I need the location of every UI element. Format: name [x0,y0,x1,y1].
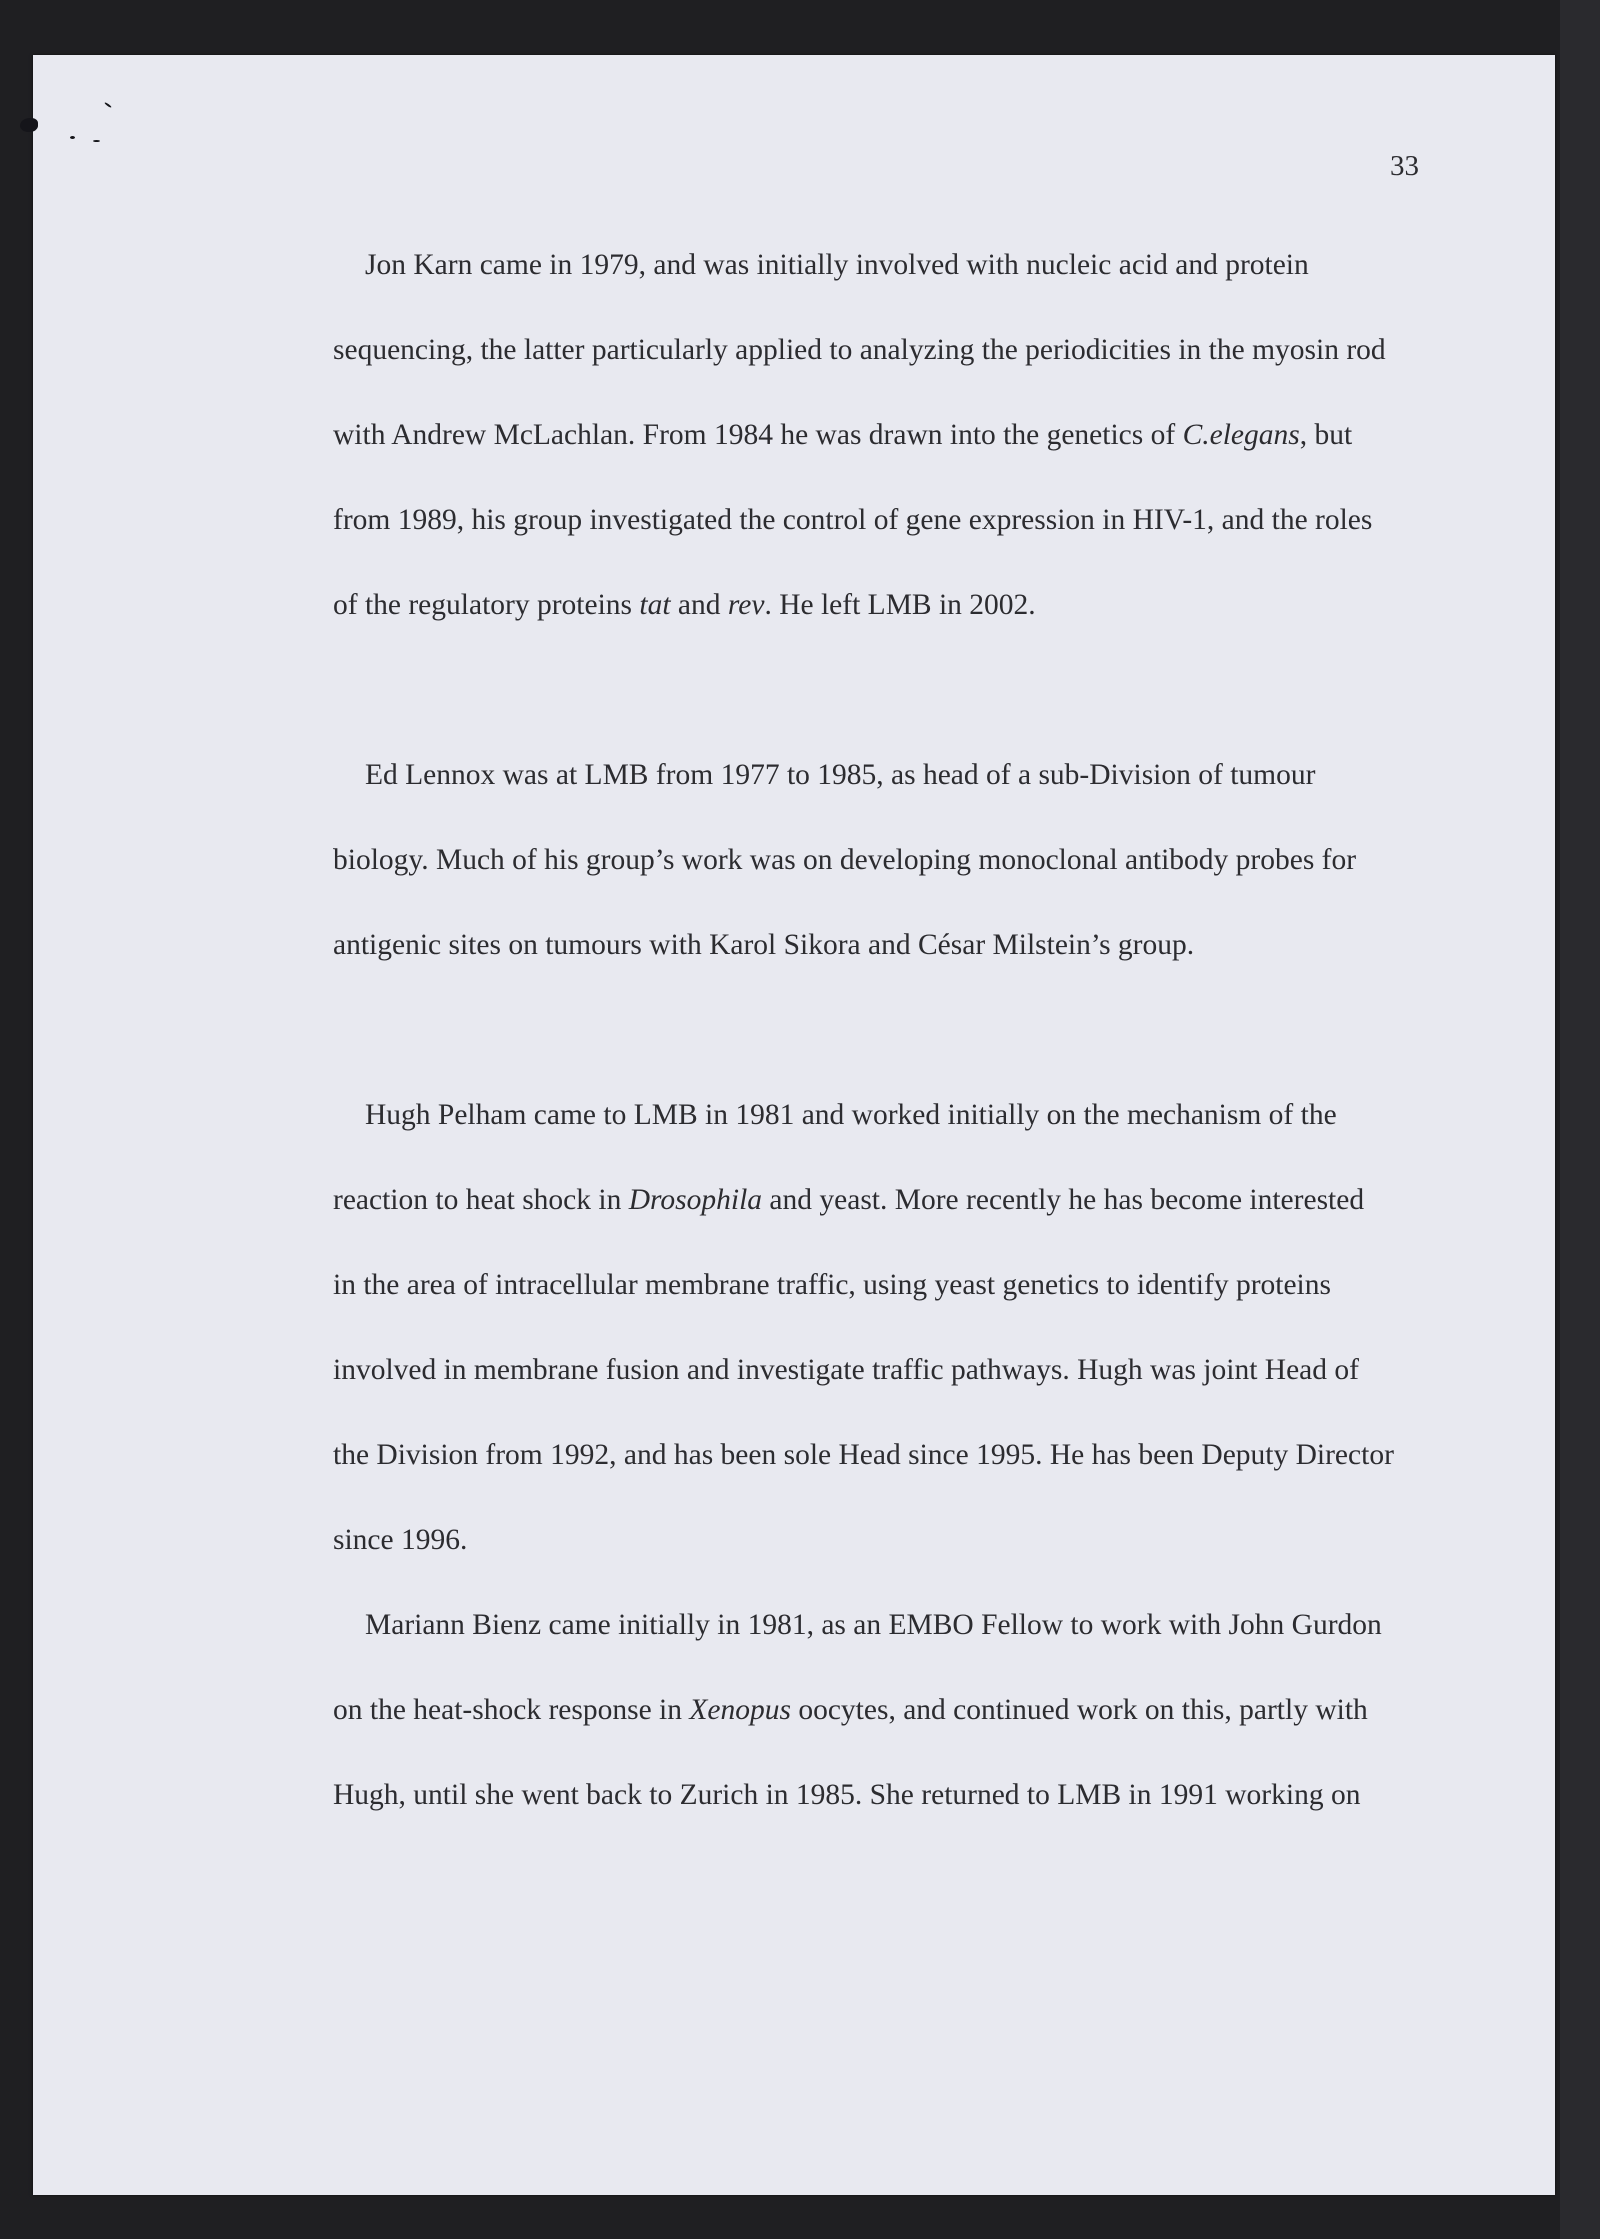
ink-speck [70,136,75,139]
body-text [333,235,1453,1850]
paragraph-line: Ed Lennox was at LMB from 1977 to 1985, as head of a sub-Division of tumour [365,759,1316,791]
paragraph-line: of the regulatory proteins tat and rev. He left LMB in 2002. [333,589,1036,621]
paragraph-line: the Division from 1992, and has been sole Head since 1995. He has been Deputy Director [333,1439,1394,1471]
paragraph-line: from 1989, his group investigated the control of gene expression in HIV-1, and the roles [333,504,1373,536]
paragraph-line: Hugh, until she went back to Zurich in 1985. She returned to LMB in 1991 working on [333,1779,1361,1811]
paragraph-line: antigenic sites on tumours with Karol Sikora and César Milstein’s group. [333,929,1195,961]
paragraph-line: sequencing, the latter particularly applied to analyzing the periodicities in the myosin rod [333,334,1386,366]
paragraph-line: involved in membrane fusion and investigate traffic pathways. Hugh was joint Head of [333,1354,1359,1386]
protein-name: rev [727,589,765,621]
page-number: 33 [1390,150,1419,182]
paragraph-line: Jon Karn came in 1979, and was initially involved with nucleic acid and protein [365,249,1309,281]
scan-backdrop [1560,0,1600,2239]
paragraph-gap [333,1000,1453,1085]
paragraph-line: on the heat-shock response in Xenopus oocytes, and continued work on this, partly with [333,1694,1368,1726]
paragraph-line: since 1996. [333,1524,468,1556]
paragraph-gap [333,660,1453,745]
paragraph-line: Mariann Bienz came initially in 1981, as an EMBO Fellow to work with John Gurdon [365,1609,1382,1641]
paragraph-line: in the area of intracellular membrane traffic, using yeast genetics to identify proteins [333,1269,1331,1301]
ink-blot [20,118,38,132]
protein-name: tat [639,589,671,621]
paragraph-line: Hugh Pelham came to LMB in 1981 and worked initially on the mechanism of the [365,1099,1337,1131]
species-name: C.elegans [1182,419,1300,451]
species-name: Xenopus [689,1694,791,1726]
species-name: Drosophila [628,1184,763,1216]
paragraph-line: with Andrew McLachlan. From 1984 he was drawn into the genetics of C.elegans, but [333,419,1353,451]
paragraph-line: reaction to heat shock in Drosophila and yeast. More recently he has become interested [333,1184,1365,1216]
paragraph-line: biology. Much of his group’s work was on developing monoclonal antibody probes for [333,844,1357,876]
ink-speck [93,140,100,142]
